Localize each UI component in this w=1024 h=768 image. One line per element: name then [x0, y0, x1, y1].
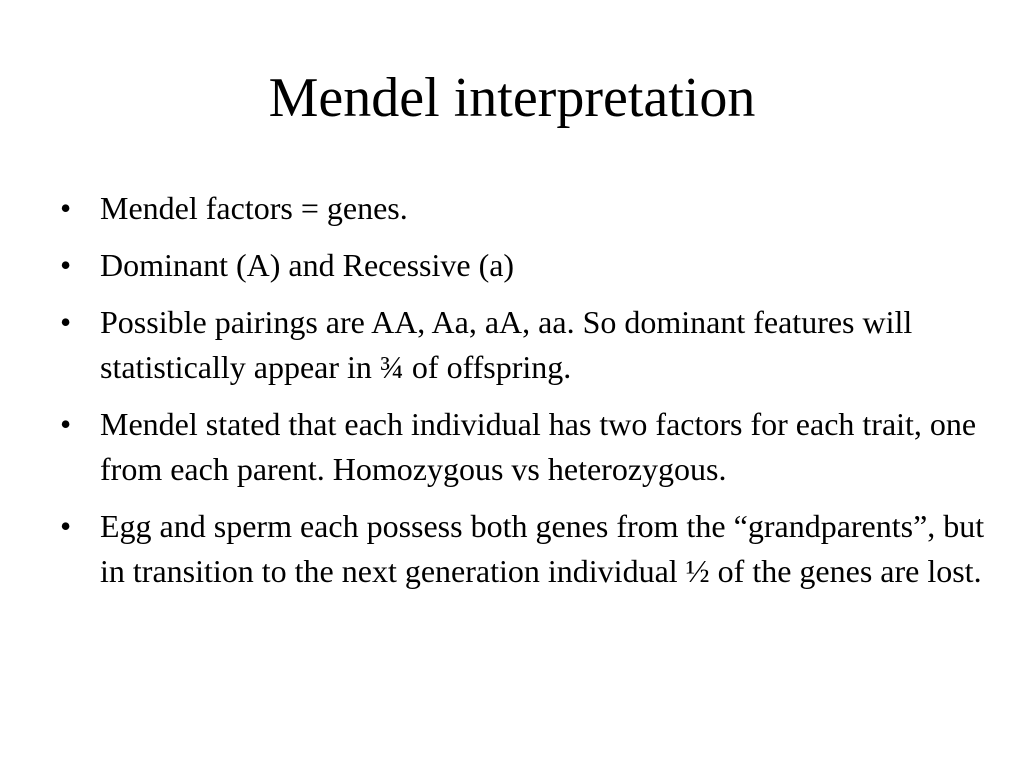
bullet-item	[60, 243, 990, 288]
bullet-text: Mendel stated that each individual has two factors for each trait, one from each parent. Homozygous vs heterozygous.	[100, 406, 977, 487]
bullet-marker: •	[60, 508, 72, 544]
bullet-marker: •	[60, 190, 72, 226]
bullet-text: Dominant (A) and Recessive (a)	[100, 247, 515, 283]
slide-title: Mendel interpretation	[268, 67, 756, 129]
bullet-item	[60, 300, 990, 390]
bullet-item	[60, 186, 990, 231]
bullet-list	[60, 186, 990, 606]
bullet-text: Mendel factors = genes.	[100, 190, 408, 226]
bullet-item	[60, 402, 990, 492]
bullet-marker: •	[60, 304, 72, 340]
bullet-text: Egg and sperm each possess both genes from the “grandparents”, but in transition to the next generation individual ½ of the genes are lost.	[100, 508, 985, 589]
bullet-marker: •	[60, 247, 72, 283]
bullet-text: Possible pairings are AA, Aa, aA, aa. So dominant features will statistically appear in ¾ of offspring.	[100, 304, 913, 385]
bullet-item	[60, 504, 990, 594]
bullet-marker: •	[60, 406, 72, 442]
